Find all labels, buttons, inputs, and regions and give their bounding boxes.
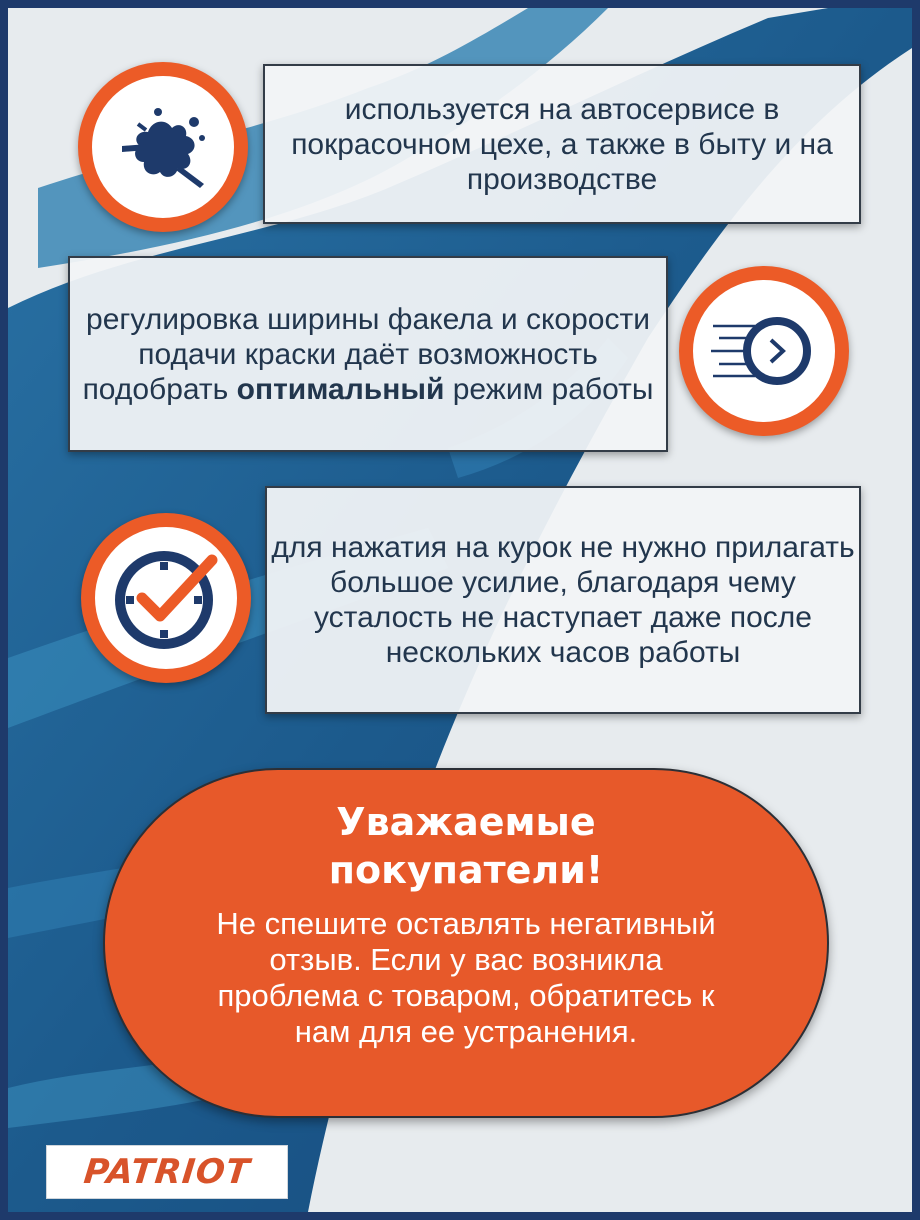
feature-2-text-before: регулировка ширины факела и скорости подачи краски даёт возможность подобрать — [82, 302, 650, 406]
feature-1-card — [263, 64, 861, 224]
feature-2-text-bold: оптимальный — [236, 372, 445, 406]
feature-1-text: используется на автосервисе в покрасочном цехе, а также в быту и на производстве — [291, 92, 833, 196]
paint-splat-icon — [108, 92, 218, 202]
notice-banner — [103, 768, 829, 1118]
notice-title — [105, 798, 827, 894]
notice-title-line2: покупатели! — [328, 848, 604, 892]
clock-check-icon — [108, 540, 224, 656]
feature-3-card — [265, 486, 861, 714]
feature-2-icon-badge — [679, 266, 849, 436]
feature-3-icon-badge — [81, 513, 251, 683]
feature-3-text: для нажатия на курок не нужно прилагать большое усилие, благодаря чему усталость не наступает даже после нескольких часов работы — [271, 531, 855, 669]
speed-clock-icon — [705, 296, 823, 406]
feature-1-icon-badge — [78, 62, 248, 232]
notice-title-line1: Уважаемые — [336, 800, 596, 844]
notice-body: Не спешите оставлять негативный отзыв. Если у вас возникла проблема с товаром, обратитесь к нам для ее устранения. — [216, 906, 716, 1049]
feature-2-text — [70, 302, 666, 407]
feature-2-text-after: режим работы — [444, 372, 654, 406]
brand-logo — [46, 1145, 288, 1199]
feature-2-card — [68, 256, 668, 452]
brand-logo-text: PATRIOT — [81, 1152, 253, 1192]
